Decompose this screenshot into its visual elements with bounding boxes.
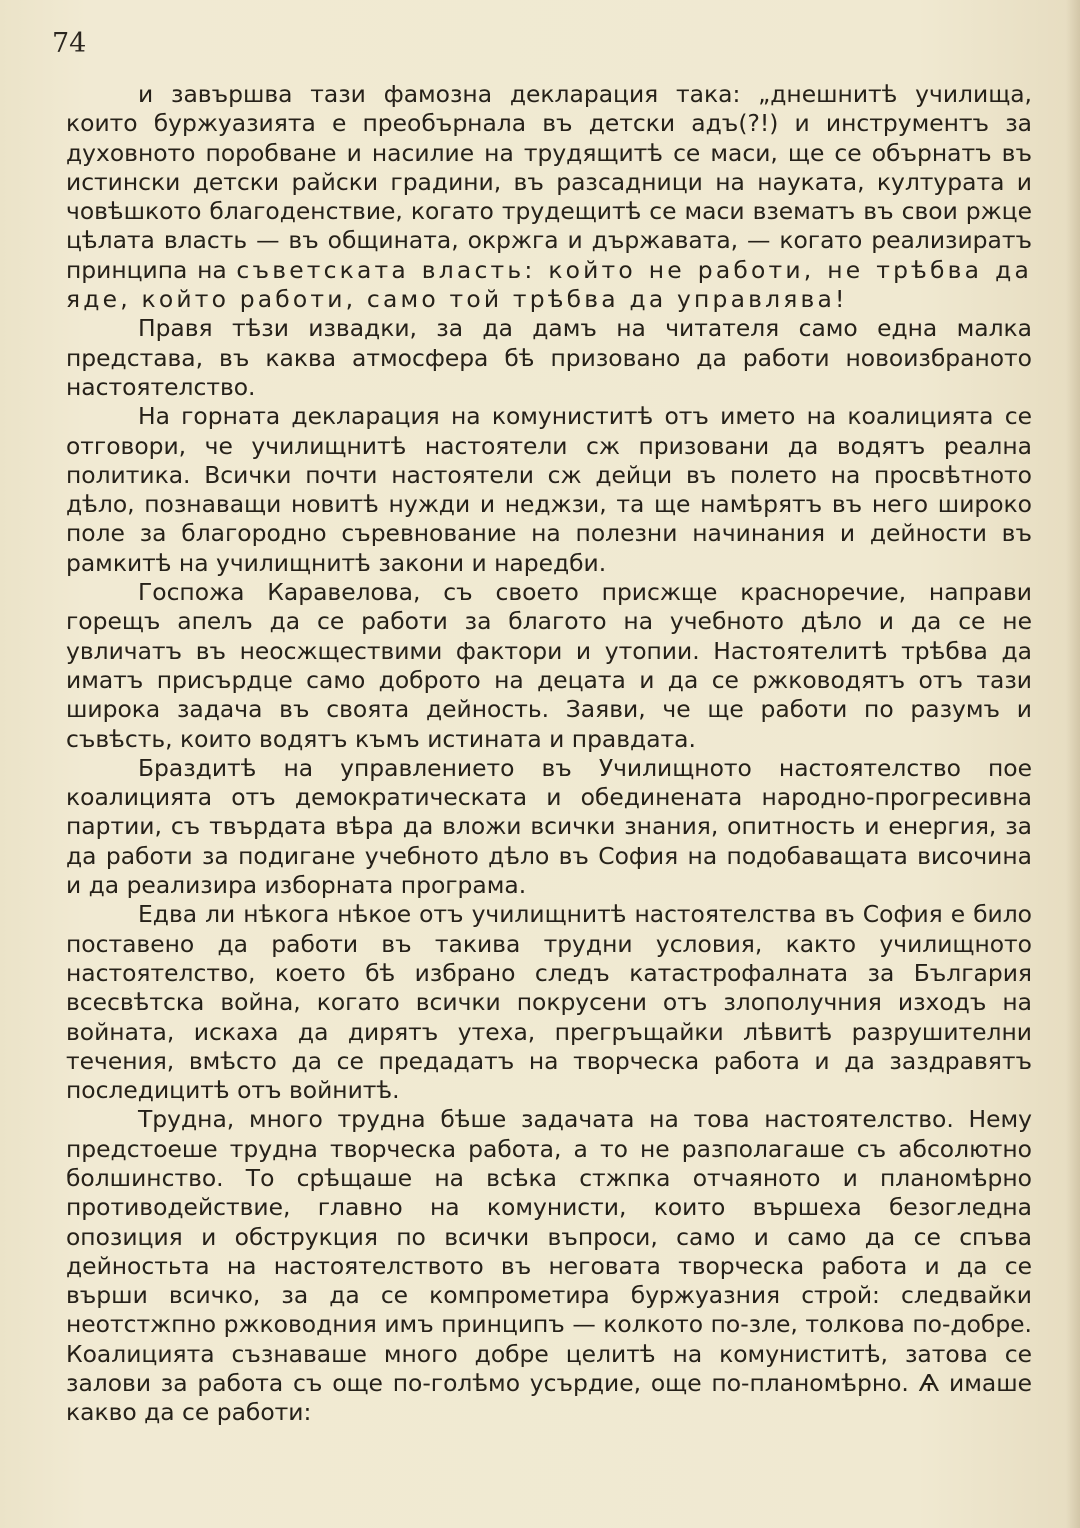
paragraph-1 — [66, 80, 1032, 314]
paragraph-7: Трудна, много трудна бѣше задачата на това настоятелство. Нему предстоеше трудна творческа работа, а то не разполагаше съ абсолютно болшинство. То срѣщаше на всѣка стжпка отчаяното и планомѣрно противодействие, главно на комунисти, които вършеха безогледна опозиция и обструкция по всички въпроси, само и само да се спъва дейностьта на настоятелството въ неговата творческа работа и да се върши всичко, за да се компрометира буржуазния строй: следвайки неотстжпно ржководния имъ принципъ — колкото по-зле, толкова по-добре. Коалицията съзнаваше много добре целитѣ на комуниститѣ, затова се залови за работа съ още по-голѣмо усърдие, още по-планомѣрно. Ѧ имаше какво да се работи: — [66, 1105, 1032, 1427]
page-number: 74 — [52, 28, 87, 59]
paragraph-1-text: и завършва тази фамозна декларация така: „днешнитѣ училища, които буржуазията е преобърнала въ детски адъ(?!) и инструментъ за духовното поробване и насилие на трудящитѣ се маси, ще се обърнатъ въ истински детски райски градини, въ разсадници на науката, културата и човѣшкото благоденствие, когато трудещитѣ се маси взематъ въ свои ржце цѣлата власть — въ общината, окржга и държавата, — когато реализиратъ принципа на — [66, 80, 1032, 284]
paragraph-3: На горната декларация на комуниститѣ отъ името на коалицията се отговори, че училищнитѣ настоятели сж призовани да водятъ реална политика. Всички почти настоятели сж дейци въ полето на просвѣтното дѣло, познаващи новитѣ нужди и неджзи, та ще намѣрятъ въ него широко поле за благородно съревнование на полезни начинания и дейности въ рамкитѣ на училищнитѣ закони и наредби. — [66, 402, 1032, 577]
paragraph-2: Правя тѣзи извадки, за да дамъ на читателя само една малка представа, въ каква атмосфера бѣ призовано да работи новоизбраното настоятелство. — [66, 314, 1032, 401]
body-text — [66, 80, 1032, 1428]
paragraph-1-spaced-quote: съветската власть: който не работи, не трѣбва да яде, който работи, само той трѣбва да управлява! — [66, 255, 1032, 314]
paragraph-5: Браздитѣ на управлението въ Училищното настоятелство пое коалицията отъ демократическата и обединената народно-прогресивна партии, съ твърдата вѣра да вложи всички знания, опитность и енергия, за да работи за подигане учебното дѣло въ София на подобаващата височина и да реализира изборната програма. — [66, 753, 1032, 900]
page-edge-shadow — [1066, 0, 1080, 1528]
paragraph-4: Госпожа Каравелова, съ своето присжще красноречие, направи горещъ апелъ да се работи за благото на учебното дѣло и да се не увличатъ въ неосжществими фактори и утопии. Настоятелитѣ трѣбва да иматъ присърдце само доброто на децата и да се ржководятъ отъ тази широка задача въ своята дейность. Заяви, че ще работи по разумъ и съвѣсть, които водятъ къмъ истината и правдата. — [66, 578, 1032, 753]
paragraph-6: Едва ли нѣкога нѣкое отъ училищнитѣ настоятелства въ София е било поставено да работи въ такива трудни условия, както училищното настоятелство, което бѣ избрано следъ катастрофалната за България всесвѣтска война, когато всички покрусени отъ злополучния изходъ на войната, искаха да дирятъ утеха, прегръщайки лѣвитѣ разрушителни течения, вмѣсто да се предадатъ на творческа работа и да заздравятъ последицитѣ отъ войнитѣ. — [66, 900, 1032, 1105]
